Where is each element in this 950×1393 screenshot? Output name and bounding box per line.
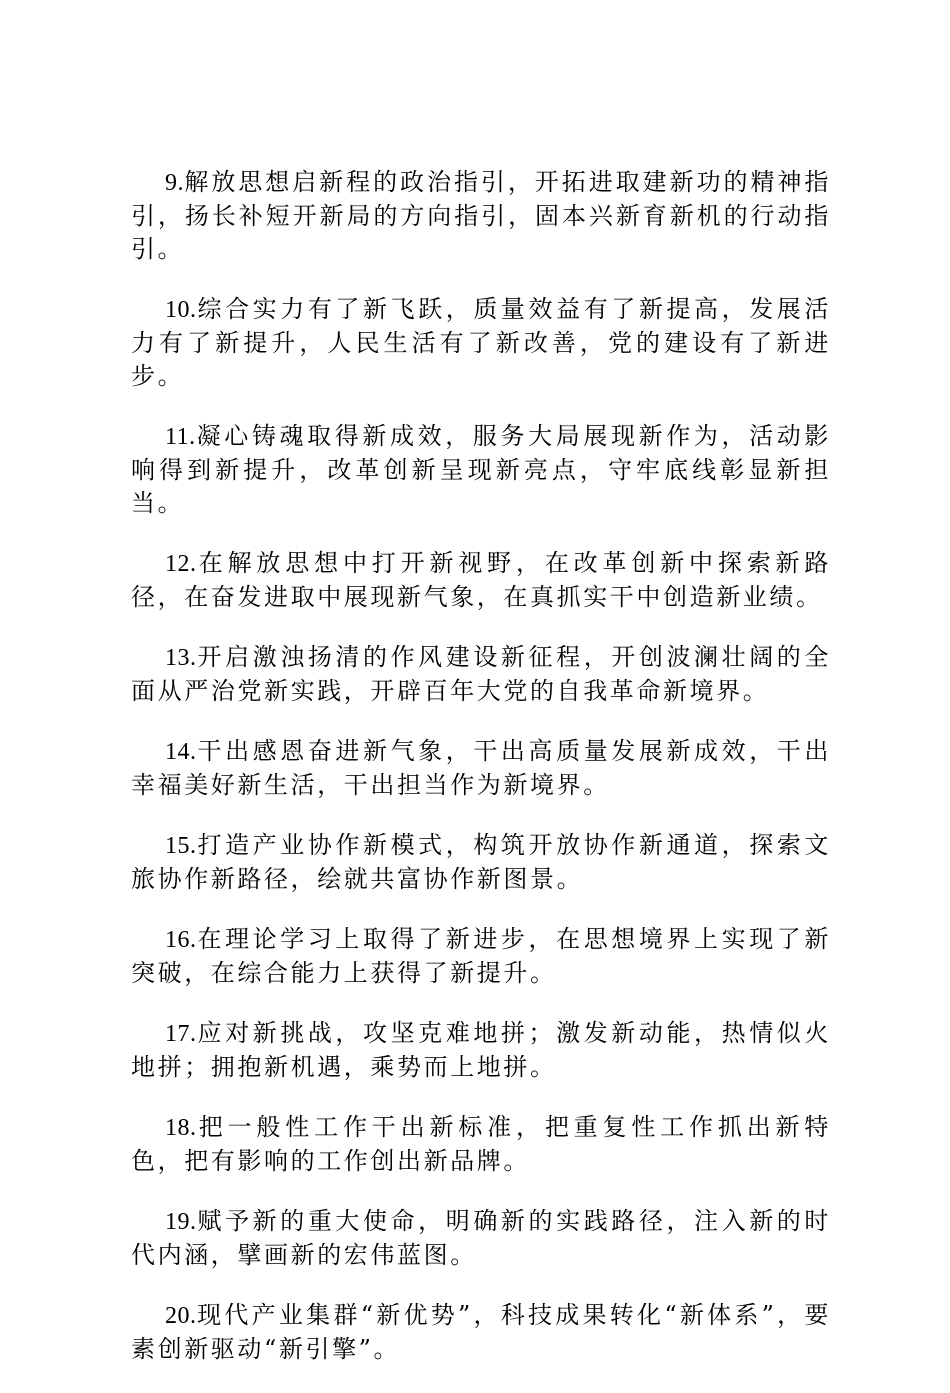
- list-item-9: [131, 166, 831, 266]
- item-text: 在解放思想中打开新视野，在改革创新中探索新路径，在奋发进取中展现新气象，在真抓实干中创造新业绩。: [131, 549, 831, 611]
- item-number: 14.: [165, 739, 197, 765]
- list-item-15: [131, 829, 831, 896]
- list-item-13: [131, 641, 831, 708]
- item-number: 20.: [165, 1303, 197, 1329]
- item-text: 现代产业集群“新优势”，科技成果转化“新体系”，要素创新驱动“新引擎”。: [131, 1301, 831, 1363]
- item-number: 17.: [165, 1021, 197, 1047]
- item-text: 开启激浊扬清的作风建设新征程，开创波澜壮阔的全面从严治党新实践，开辟百年大党的自我革命新境界。: [131, 643, 831, 705]
- item-text: 赋予新的重大使命，明确新的实践路径，注入新的时代内涵，擘画新的宏伟蓝图。: [131, 1207, 831, 1269]
- list-item-20: [131, 1299, 831, 1366]
- item-number: 19.: [165, 1209, 197, 1235]
- item-number: 15.: [165, 833, 197, 859]
- item-number: 11.: [165, 424, 196, 450]
- item-text: 打造产业协作新模式，构筑开放协作新通道，探索文旅协作新路径，绘就共富协作新图景。: [131, 831, 831, 893]
- list-item-12: [131, 547, 831, 614]
- item-number: 9.: [165, 170, 184, 196]
- item-number: 16.: [165, 927, 197, 953]
- document-body: [131, 166, 831, 1393]
- list-item-17: [131, 1017, 831, 1084]
- item-text: 综合实力有了新飞跃，质量效益有了新提高，发展活力有了新提升，人民生活有了新改善，党的建设有了新进步。: [131, 295, 831, 390]
- item-text: 在理论学习上取得了新进步，在思想境界上实现了新突破，在综合能力上获得了新提升。: [131, 925, 831, 987]
- list-item-16: [131, 923, 831, 990]
- item-text: 凝心铸魂取得新成效，服务大局展现新作为，活动影响得到新提升，改革创新呈现新亮点，守牢底线彰显新担当。: [131, 422, 831, 517]
- list-item-19: [131, 1205, 831, 1272]
- list-item-18: [131, 1111, 831, 1178]
- list-item-14: [131, 735, 831, 802]
- item-number: 18.: [165, 1115, 197, 1141]
- item-number: 13.: [165, 645, 197, 671]
- item-number: 12.: [165, 551, 197, 577]
- item-text: 解放思想启新程的政治指引，开拓进取建新功的精神指引，扬长补短开新局的方向指引，固本兴新育新机的行动指引。: [131, 168, 831, 263]
- item-text: 应对新挑战，攻坚克难地拼；激发新动能，热情似火地拼；拥抱新机遇，乘势而上地拼。: [131, 1019, 831, 1081]
- item-number: 10.: [165, 297, 197, 323]
- item-text: 干出感恩奋进新气象，干出高质量发展新成效，干出幸福美好新生活，干出担当作为新境界。: [131, 737, 831, 799]
- list-item-11: [131, 420, 831, 520]
- item-text: 把一般性工作干出新标准，把重复性工作抓出新特色，把有影响的工作创出新品牌。: [131, 1113, 831, 1175]
- list-item-10: [131, 293, 831, 393]
